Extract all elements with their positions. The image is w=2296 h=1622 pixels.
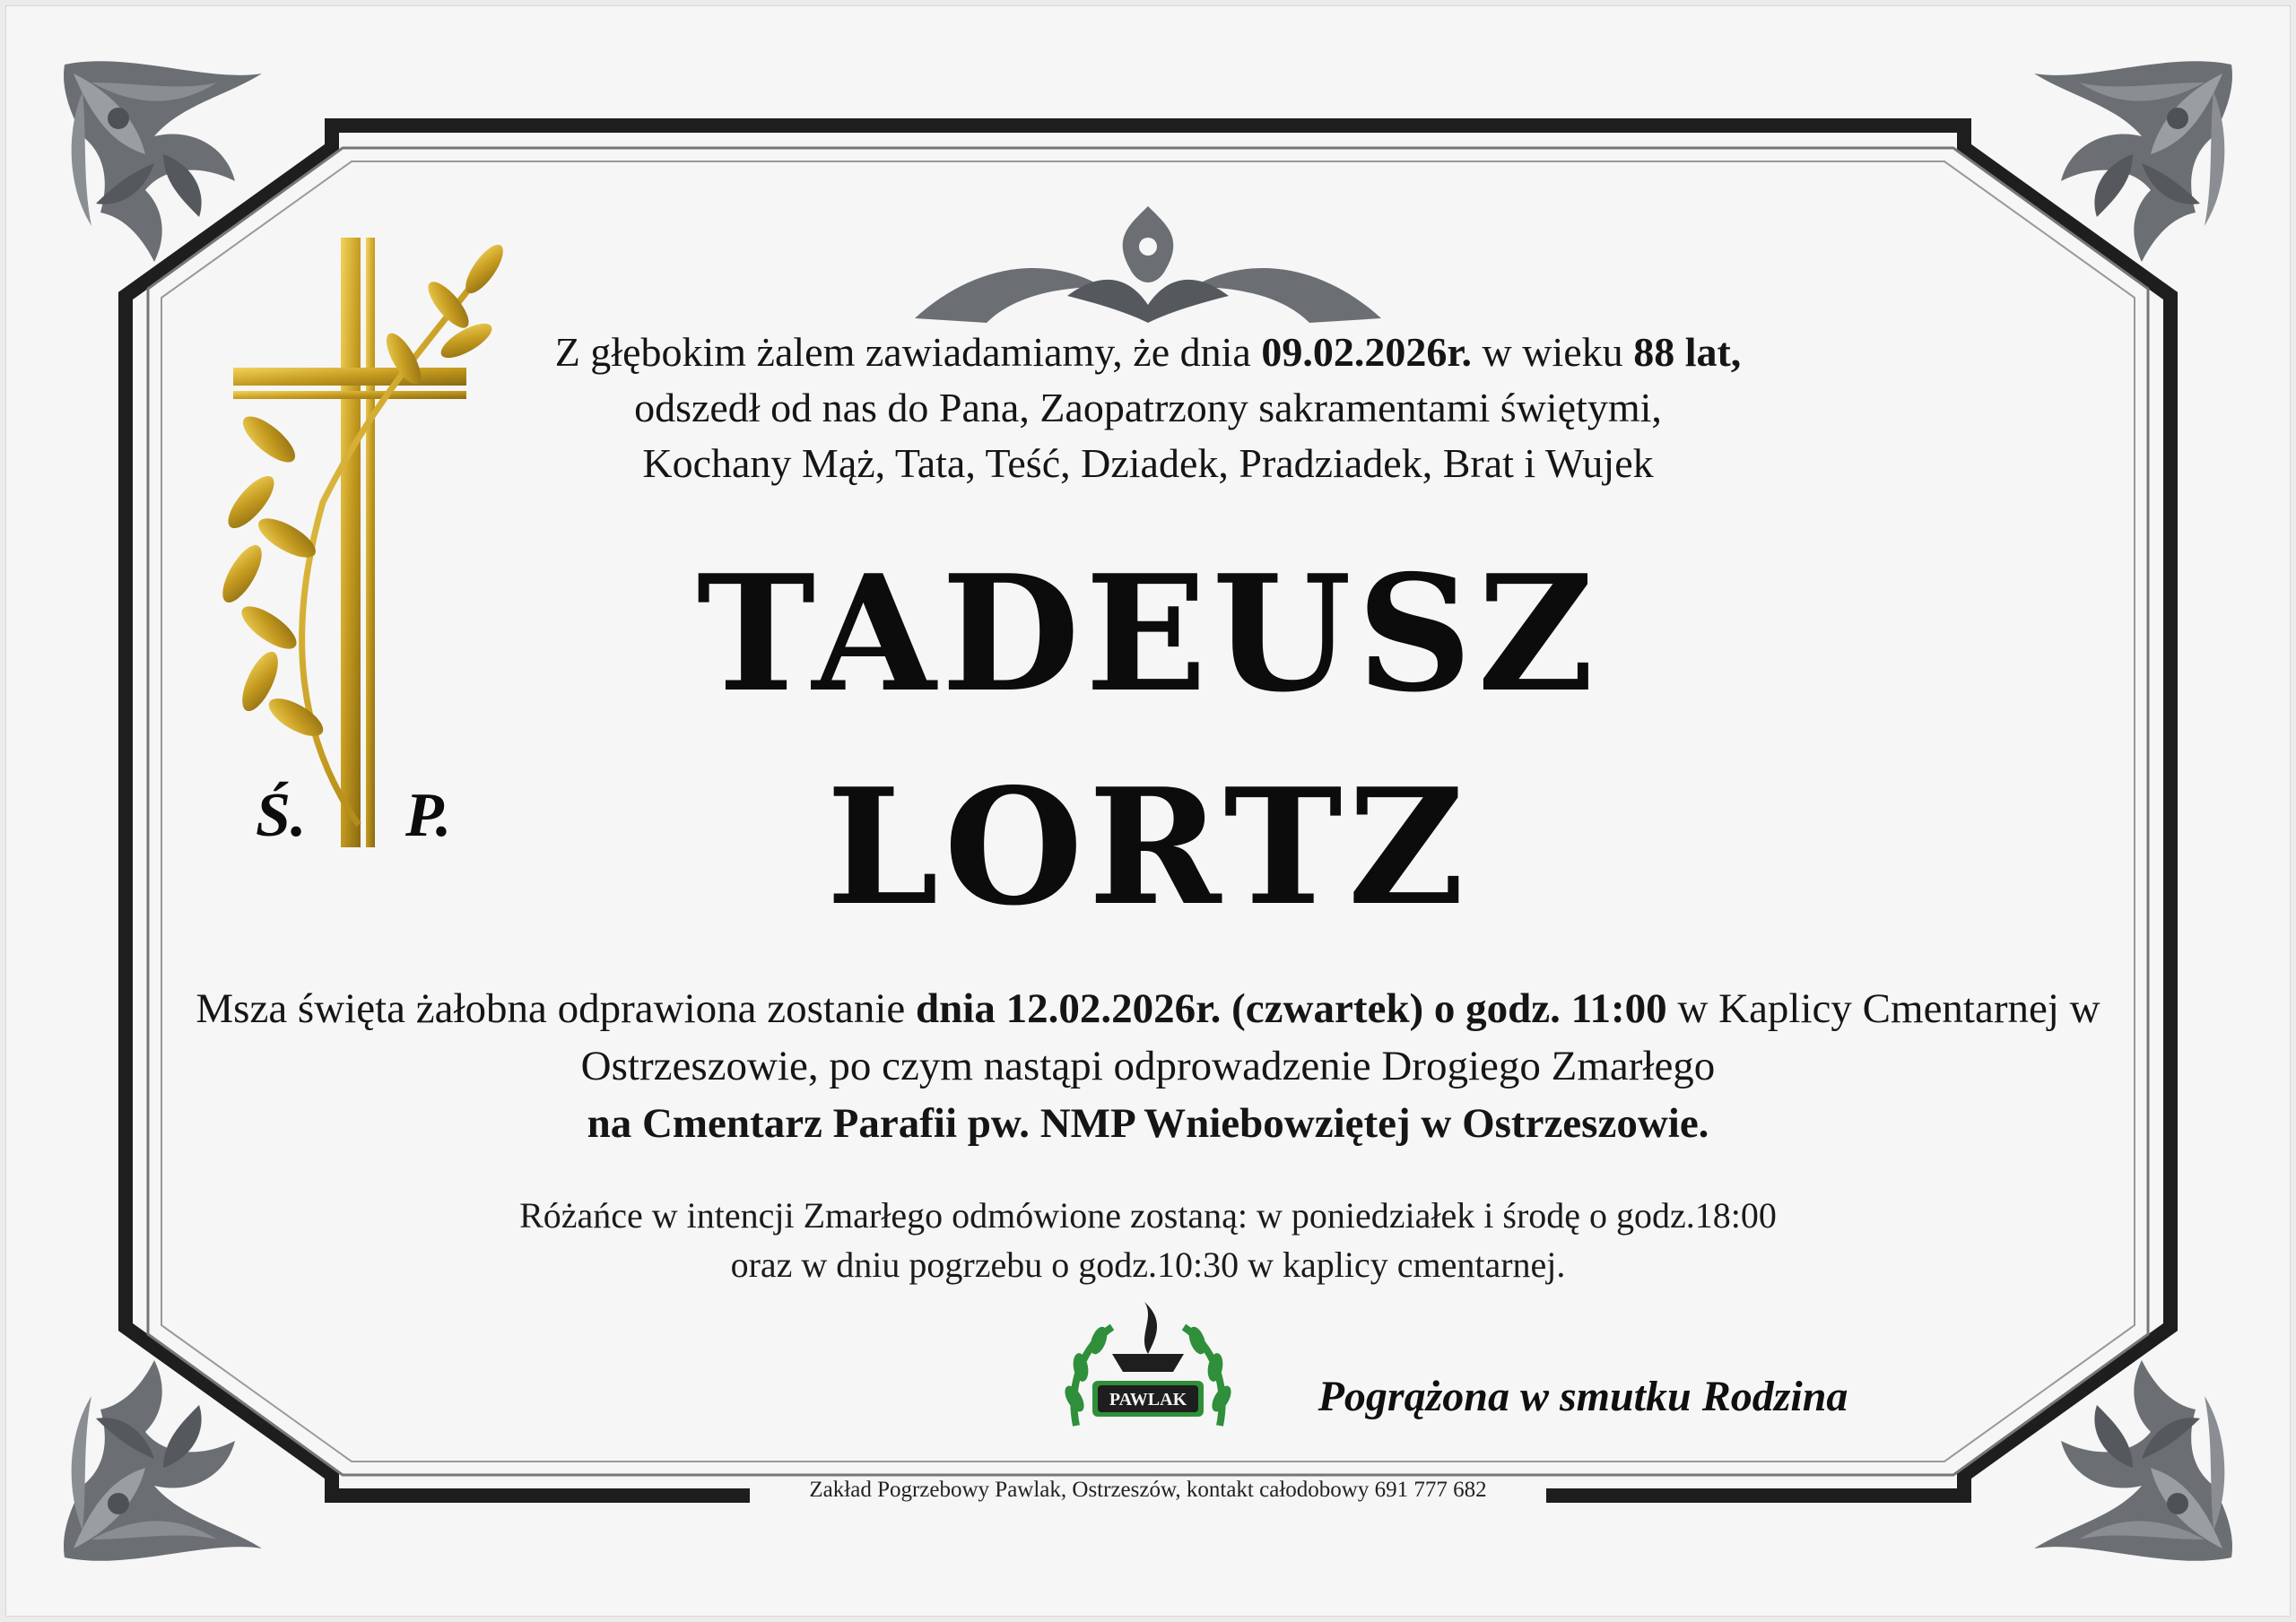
ornament-top-center bbox=[915, 206, 1381, 323]
announcement-line-1: Z głębokim żalem zawiadamiamy, że dnia 09.02.2026r. w wieku 88 lat, bbox=[554, 329, 1742, 375]
logo-text: PAWLAK bbox=[1109, 1390, 1187, 1409]
mass-info: Msza święta żałobna odprawiona zostanie dnia 12.02.2026r. (czwartek) o godz. 11:00 w Kaplicy Cmentarnej w Ostrzeszowie, po czym nastąpi odprowadzenie Drogiego Zmarłego na Cmentarz Parafii pw. NMP Wniebowziętej w Ostrzeszowie. bbox=[196, 985, 2100, 1147]
ornament-bottom-left bbox=[64, 1360, 262, 1561]
last-name: LORTZ bbox=[826, 753, 1470, 941]
mass-date: dnia 12.02.2026r. (czwartek) o godz. 11:00 bbox=[916, 985, 1667, 1032]
announcement-text bbox=[0, 325, 2296, 491]
rosary-line-1: Różańce w intencji Zmarłego odmówione zostaną: w poniedziałek i środę o godz.18:00 bbox=[519, 1195, 1777, 1236]
ornament-top-left bbox=[64, 61, 262, 262]
rosary-info bbox=[269, 1191, 2027, 1289]
rosary-line-2: oraz w dniu pogrzebu o godz.10:30 w kaplicy cmentarnej. bbox=[730, 1245, 1566, 1285]
sp-left: Ś. bbox=[256, 781, 307, 850]
age: 88 lat, bbox=[1633, 329, 1742, 375]
footer-contact: Zakład Pogrzebowy Pawlak, Ostrzeszów, kontakt całodobowy 691 777 682 bbox=[750, 1478, 1546, 1503]
first-name: TADEUSZ bbox=[696, 540, 1600, 727]
ornament-bottom-right bbox=[2034, 1360, 2232, 1561]
sp-right: P. bbox=[405, 781, 452, 850]
announcement-line-2: odszedł od nas do Pana, Zaopatrzony sakramentami świętymi, bbox=[634, 385, 1662, 430]
death-date: 09.02.2026r. bbox=[1261, 329, 1473, 375]
family-signature: Pogrążona w smutku Rodzina bbox=[1318, 1373, 1848, 1420]
cemetery-name: na Cmentarz Parafii pw. NMP Wniebowziętej w Ostrzeszowie. bbox=[587, 1100, 1709, 1147]
announcement-line-3: Kochany Mąż, Tata, Teść, Dziadek, Pradziadek, Brat i Wujek bbox=[642, 440, 1654, 486]
ornament-top-right bbox=[2034, 61, 2232, 262]
